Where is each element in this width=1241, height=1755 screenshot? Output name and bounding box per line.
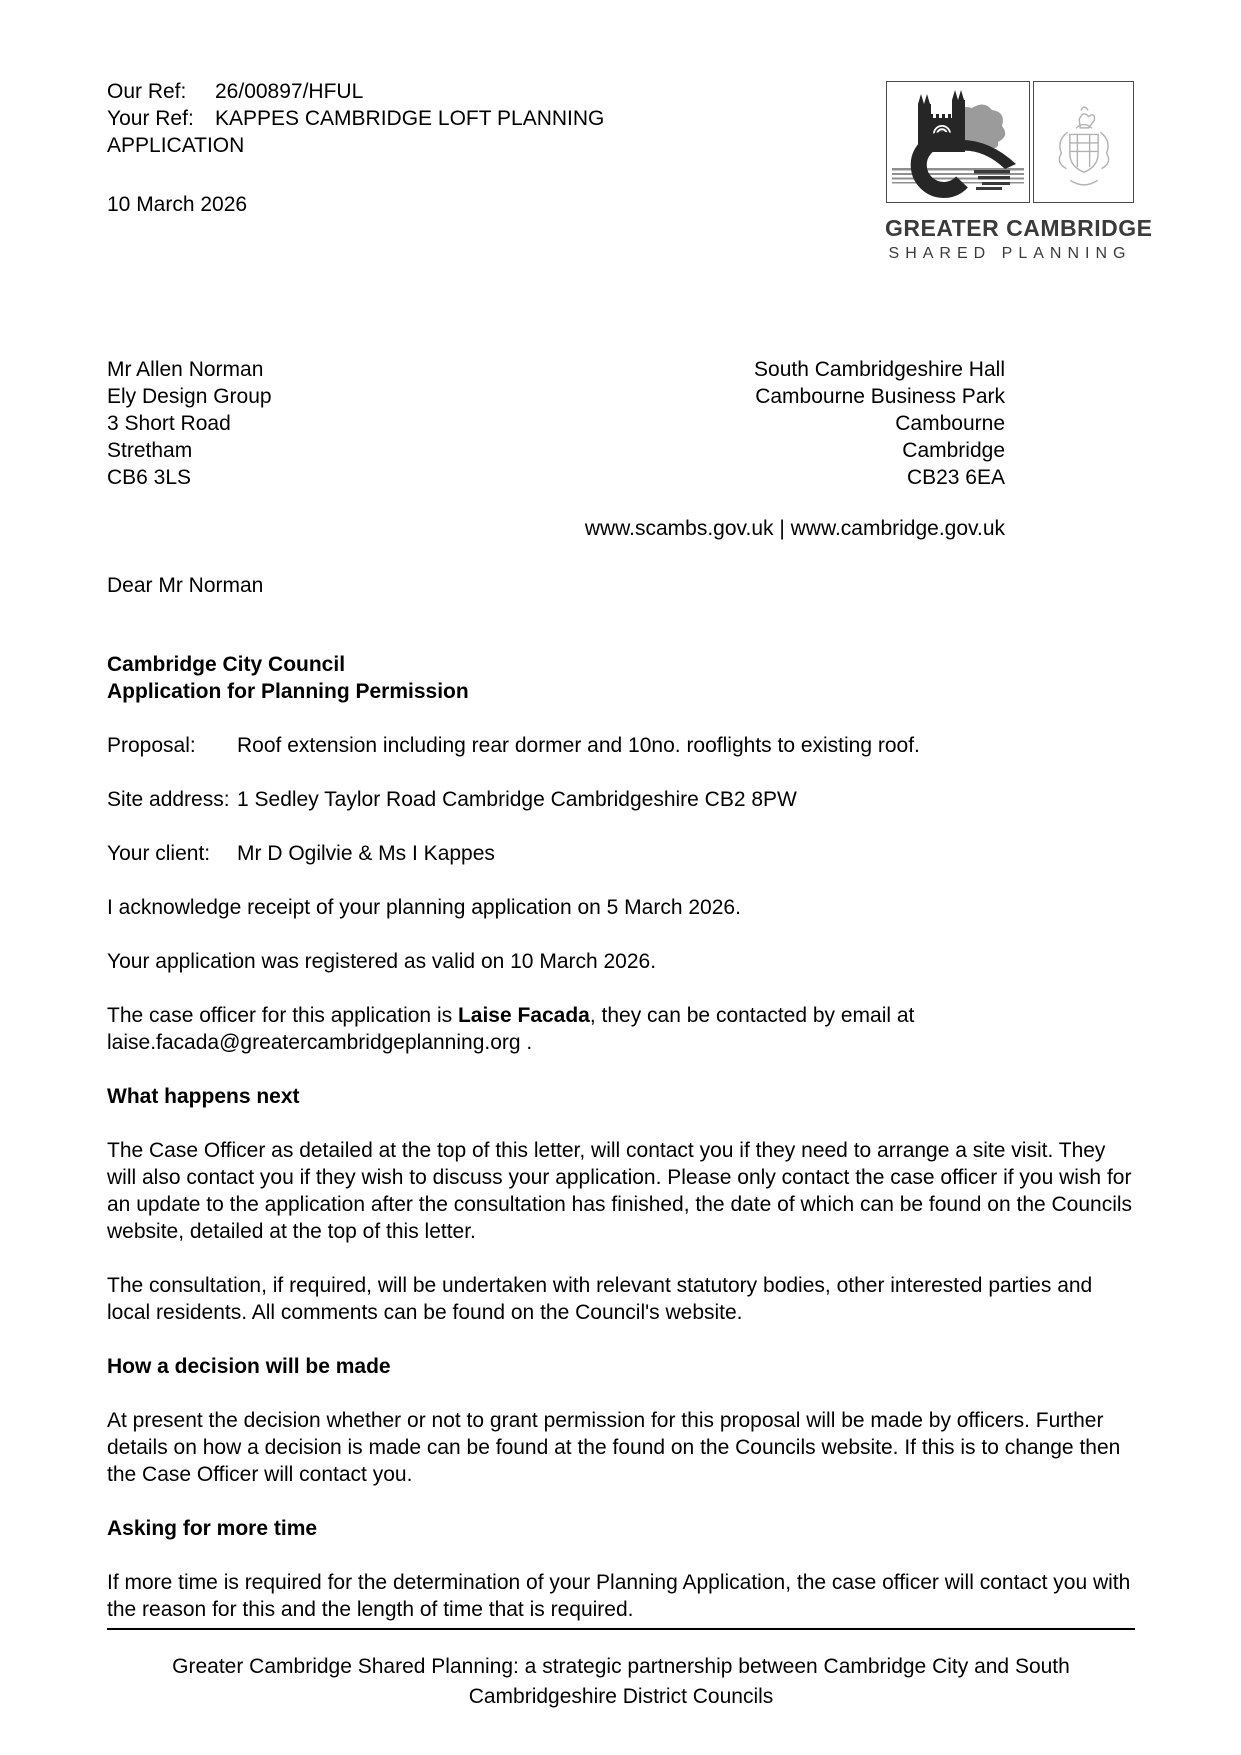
subject-heading — [107, 651, 1135, 705]
sender-address-line: South Cambridgeshire Hall — [754, 358, 1005, 381]
recipient-address — [107, 356, 272, 491]
site-address-row — [107, 786, 1135, 813]
our-ref-line — [107, 78, 717, 105]
recipient-address-line: 3 Short Road — [107, 412, 231, 435]
cambridge-bridge-logo-icon — [886, 81, 1030, 203]
client-label: Your client: — [107, 842, 211, 865]
valid-date-paragraph: Your application was registered as valid on 10 March 2026. — [107, 950, 657, 973]
section-heading-what-happens-next: What happens next — [107, 1085, 300, 1108]
sender-address-line: Cambourne Business Park — [755, 385, 1005, 408]
reference-block — [107, 78, 717, 218]
south-cambridgeshire-crest-icon — [1033, 81, 1134, 203]
client-row — [107, 840, 1135, 867]
section-paragraph: The consultation, if required, will be undertaken with relevant statutory bodies, other interested parties and local residents. All comments can be found on the Council's website. — [107, 1274, 1093, 1324]
letter-header — [107, 78, 1153, 264]
client-value: Mr D Ogilvie & Ms I Kappes — [237, 842, 495, 865]
site-address-value: 1 Sedley Taylor Road Cambridge Cambridgeshire CB2 8PW — [237, 788, 797, 811]
logo-subtitle: SHARED PLANNING — [888, 245, 1132, 262]
our-ref-value: 26/00897/HFUL — [215, 80, 364, 103]
logo-emblems — [885, 81, 1135, 203]
address-section — [107, 356, 1135, 491]
your-ref-value: KAPPES CAMBRIDGE LOFT PLANNING APPLICATION — [107, 107, 605, 157]
section-heading-how-decision-made: How a decision will be made — [107, 1355, 391, 1378]
proposal-row — [107, 732, 1135, 759]
site-address-label: Site address: — [107, 788, 230, 811]
acknowledgement-paragraph: I acknowledge receipt of your planning application on 5 March 2026. — [107, 896, 741, 919]
section-paragraph: At present the decision whether or not to grant permission for this proposal will be made by officers. Further details on how a decision is made can be found at the found on the Councils website. If this is to change then the Case Officer will contact you. — [107, 1409, 1121, 1486]
salutation: Dear Mr Norman — [107, 574, 264, 597]
sender-address-line: Cambourne — [895, 412, 1005, 435]
section-heading-asking-for-more-time: Asking for more time — [107, 1517, 318, 1540]
logo-title: GREATER CAMBRIDGE — [885, 215, 1153, 241]
proposal-value: Roof extension including rear dormer and 10no. rooflights to existing roof. — [237, 734, 920, 757]
case-officer-name: Laise Facada — [457, 1004, 590, 1027]
section-paragraph: The Case Officer as detailed at the top of this letter, will contact you if they need to arrange a site visit. They will also contact you if they wish to discuss your application. Please only contact the case officer if you wish for an update to the application after the consultation has finished, the date of which can be found on the Councils website, detailed at the top of this letter. — [107, 1139, 1133, 1243]
recipient-address-line: Mr Allen Norman — [107, 358, 264, 381]
section-paragraph: If more time is required for the determination of your Planning Application, the case officer will contact you with the reason for this and the length of time that is required. — [107, 1571, 1131, 1621]
case-officer-email: laise.facada@greatercambridgeplanning.org — [107, 1031, 521, 1054]
proposal-label: Proposal: — [107, 734, 196, 757]
case-officer-text-post: , they can be contacted by email at — [589, 1004, 915, 1027]
letter-footer — [107, 1628, 1135, 1712]
greater-cambridge-logo — [885, 81, 1153, 264]
footer-partnership-text: Greater Cambridge Shared Planning: a strategic partnership between Cambridge City and South Cambridgeshire District Councils — [172, 1655, 1070, 1708]
our-ref-label: Our Ref: — [107, 80, 187, 103]
sender-address-line: Cambridge — [902, 439, 1005, 462]
sender-address — [754, 356, 1135, 491]
recipient-address-line: Ely Design Group — [107, 385, 272, 408]
your-ref-label: Your Ref: — [107, 107, 194, 130]
recipient-address-line: CB6 3LS — [107, 466, 192, 489]
case-officer-text-pre: The case officer for this application is — [107, 1004, 458, 1027]
subject-line-application: Application for Planning Permission — [107, 680, 469, 703]
case-officer-paragraph — [107, 1002, 1135, 1056]
case-officer-text-tail: . — [520, 1031, 533, 1054]
sender-address-line: CB23 6EA — [906, 466, 1005, 489]
subject-line-authority: Cambridge City Council — [107, 653, 346, 676]
council-websites: www.scambs.gov.uk | www.cambridge.gov.uk — [584, 517, 1005, 540]
your-ref-line — [107, 105, 717, 159]
recipient-address-line: Stretham — [107, 439, 193, 462]
footer-divider — [107, 1628, 1135, 1630]
letter-date: 10 March 2026 — [107, 193, 248, 216]
